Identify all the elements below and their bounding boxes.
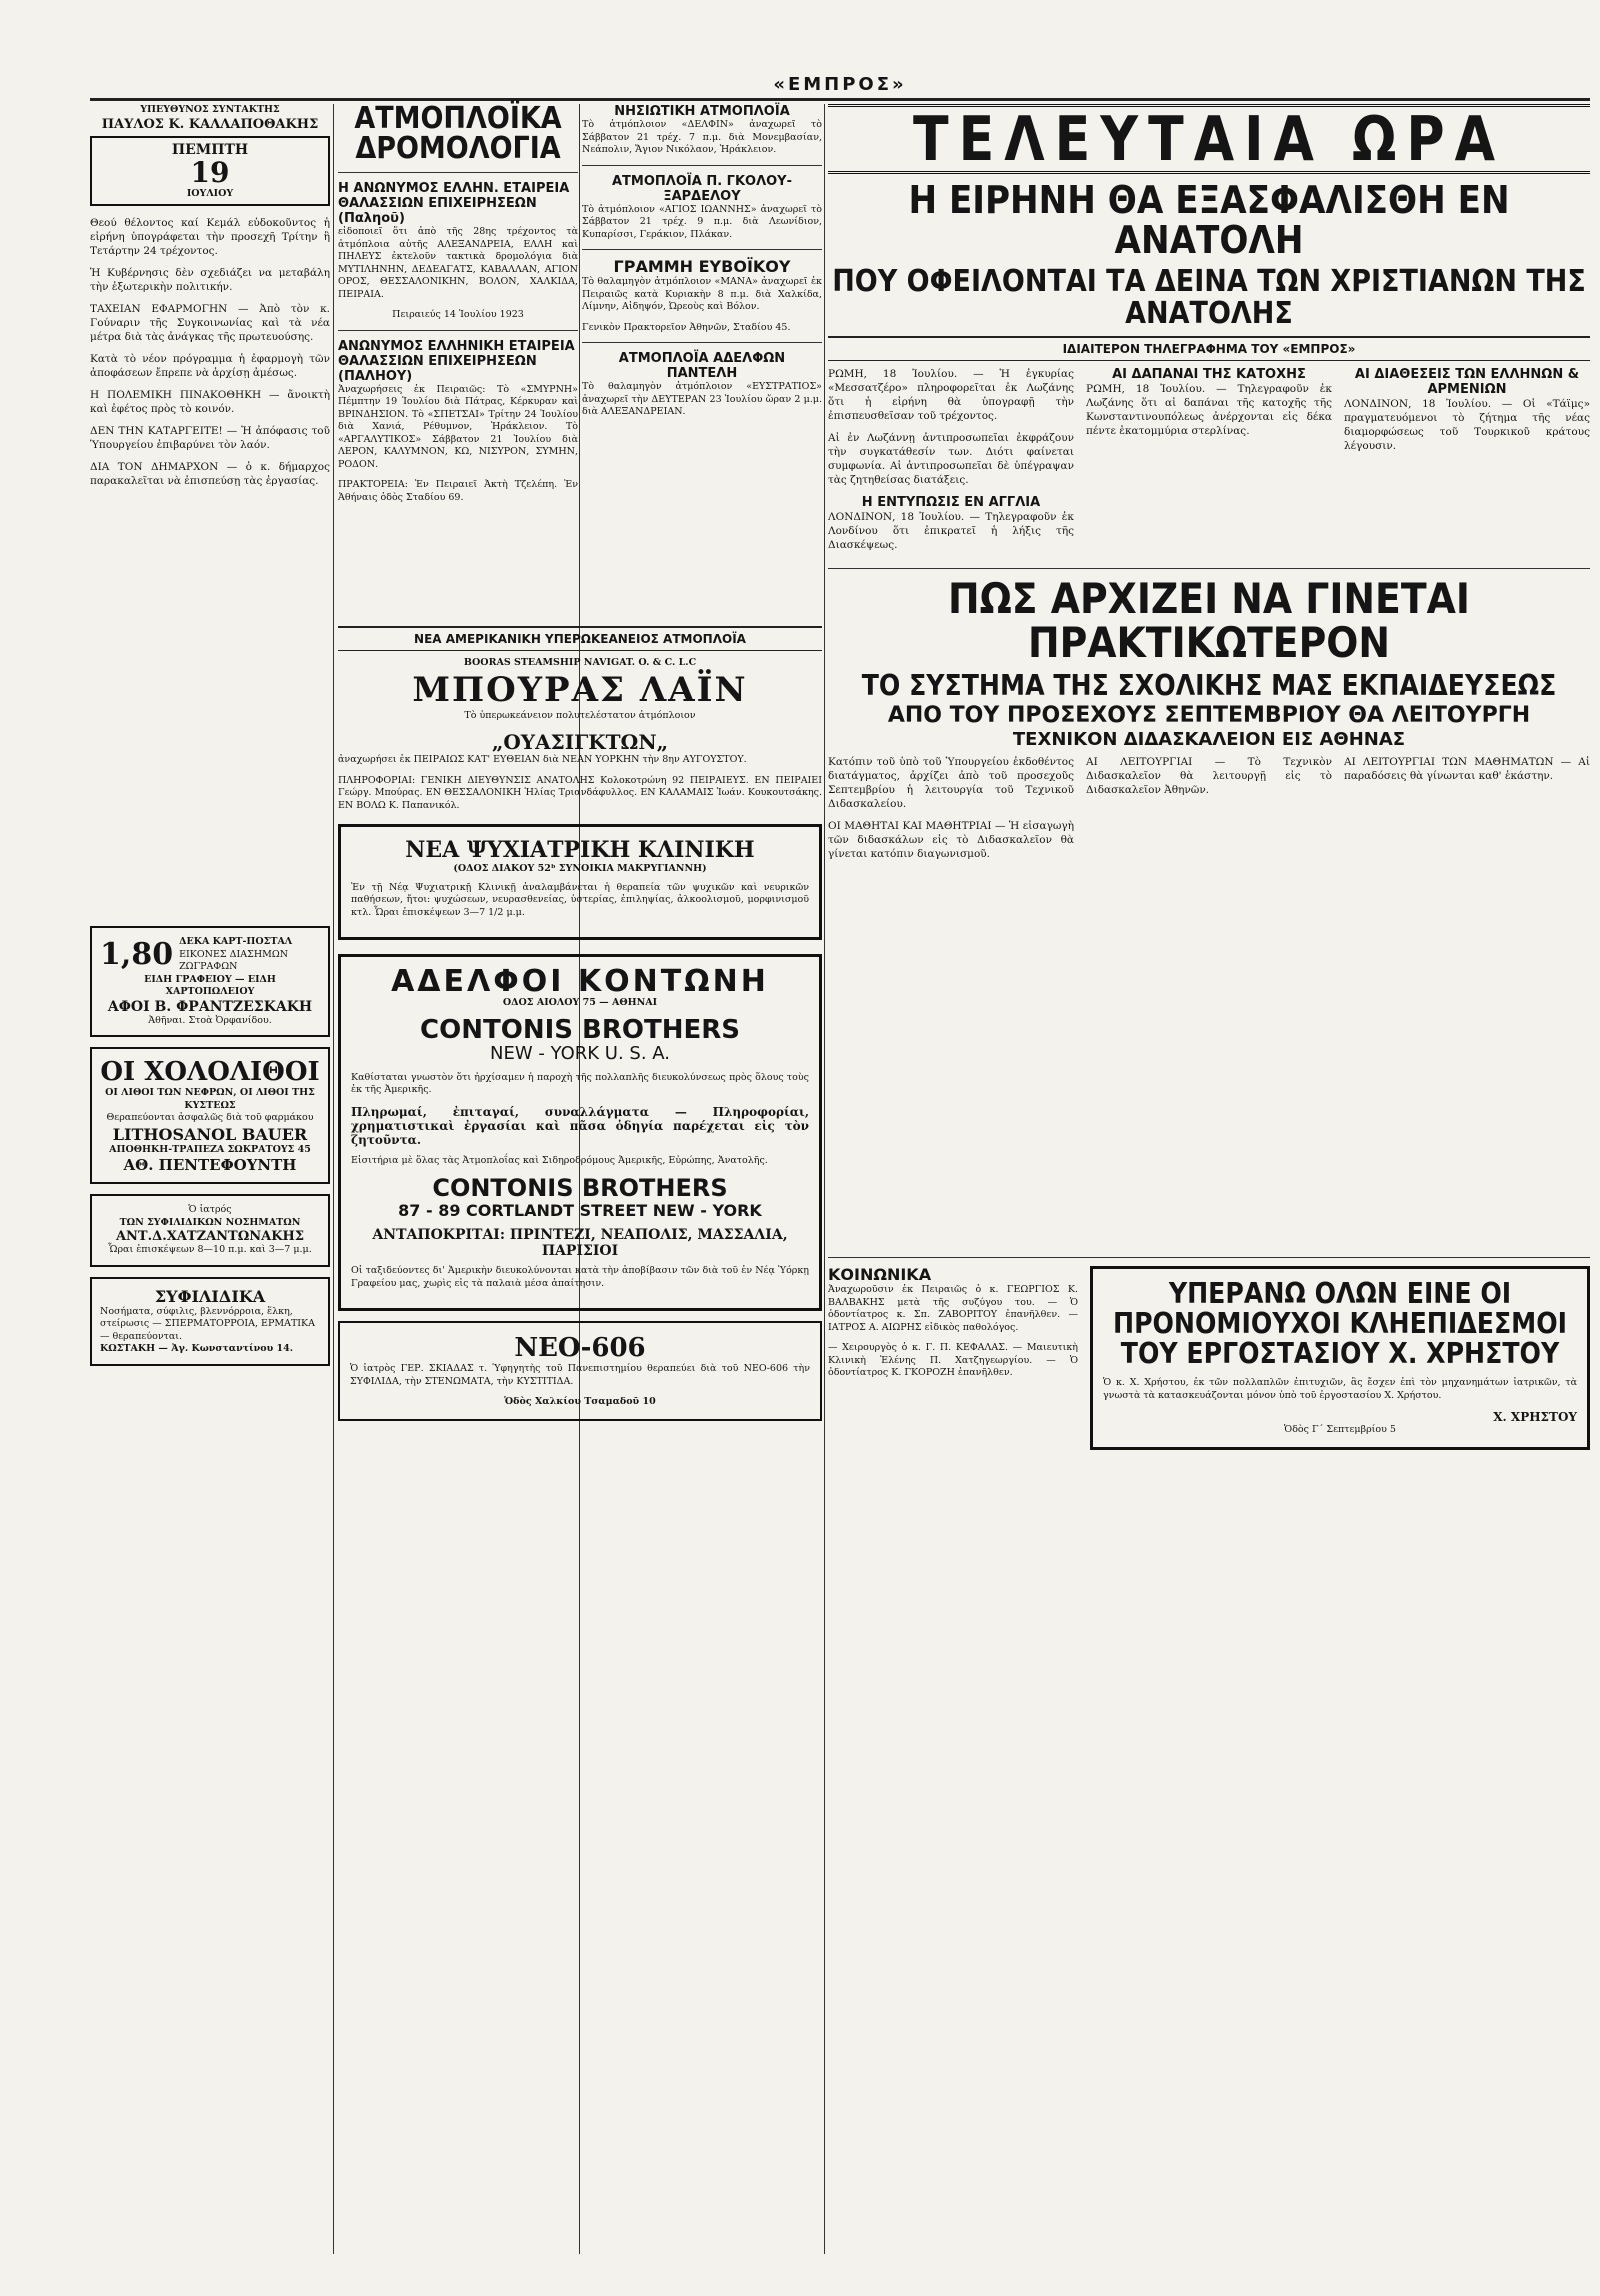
contonis-agents: ΑΝΤΑΠΟΚΡΙΤΑΙ: ΠΡΙΝΤΕΖΙ, ΝΕΑΠΟΛΙΣ, ΜΑΣΣΑΛΙΑ, ΠΑΡΙΣΙΟΙ: [372, 1227, 788, 1259]
contonis-services: Πληρωμαί, ἐπιταγαί, συναλλάγματα — Πληροφορίαι, χρηματιστικαὶ ἐργασίαι καὶ πᾶσα ὁδηγία παρέχεται εἰς τὸν ζητοῦντα.: [351, 1104, 809, 1147]
shipping-section-title: ΑΤΜΟΠΛΟΪΚΑ ΔΡΟΜΟΛΟΓΙΑ: [354, 101, 562, 166]
american-line-header: ΝΕΑ ΑΜΕΡΙΚΑΝΙΚΗ ΥΠΕΡΩΚΕΑΝΕΙΟΣ ΑΤΜΟΠΛΟΪΑ: [338, 626, 822, 651]
social-text-2: — Χειρουργὸς ὁ κ. Γ. Π. ΚΕΦΑΛΑΣ. — Μαιευτικὴ Κλινικὴ Ἐλένης Π. Χατζηγεωργίου. — Ὁ ὀδοντίατρος Κ. ΓΚΟΡΟΖΗ ἐπανῆλθεν.: [828, 1342, 1078, 1378]
neo606-address: Ὁδὸς Χαλκίου Τσαμαδοῦ 10: [504, 1396, 656, 1407]
news-columns: [828, 367, 1590, 560]
company1-date: Πειραιεύς 14 Ἰουλίου 1923: [392, 309, 524, 320]
england-impression-header: Η ΕΝΤΥΠΩΣΙΣ ΕΝ ΑΓΓΛΙΑ: [861, 495, 1041, 510]
column-rule: [333, 104, 334, 2254]
editorial-paragraph: ΔΕΝ ΤΗΝ ΚΑΤΑΡΓΕΙΤΕ! — Ἡ ἀπόφασις τοῦ Ὑπουργείου ἐπιβαρύνει τὸν λαόν.: [90, 425, 330, 451]
syphilis-ad: [90, 1277, 330, 1366]
kleidesmoi-headline-1: ΥΠΕΡΑΝΩ ΟΛΩΝ ΕΙΝΕ ΟΙ: [1168, 1277, 1512, 1310]
company2-agency: ΠΡΑΚΤΟΡΕΙΑ: Ἐν Πειραιεῖ Ἀκτὴ Τζελέπη. Ἐν Ἀθήναις ὁδὸς Σταδίου 69.: [338, 479, 578, 503]
allied-header: ΑΙ ΔΙΑΘΕΣΕΙΣ ΤΩΝ ΕΛΛΗΝΩΝ & ΑΡΜΕΝΙΩΝ: [1354, 367, 1580, 397]
postcards-address: Ἀθῆναι. Στοὰ Ὀρφανίδου.: [148, 1014, 272, 1026]
doctor-specialty: ΤΩΝ ΣΥΦΙΛΙΔΙΚΩΝ ΝΟΣΗΜΑΤΩΝ: [119, 1216, 301, 1228]
ads-block: [338, 620, 822, 1421]
contonis-city: NEW - YORK U. S. A.: [490, 1042, 670, 1064]
postcards-line2: ΕΙΚΟΝΕΣ ΔΙΑΣΗΜΩΝ ΖΩΓΡΑΦΩΝ: [179, 948, 289, 972]
gallstones-brand: LITHOSANOL BAUER: [112, 1124, 308, 1144]
kleidesmoi-signature: Χ. ΧΡΗΣΤΟΥ: [1493, 1410, 1577, 1424]
syphilis-sign: ΚΩΣΤΑΚΗ — Ἀγ. Κωνσταντίνου 14.: [100, 1343, 294, 1354]
evia-line-header: ΓΡΑΜΜΗ ΕΥΒΟΪΚΟΥ: [613, 257, 791, 276]
london-dispatch-2: ΛΟΝΔΙΝΟΝ, 18 Ἰουλίου. — Οἱ «Τάϊμς» πραγματευόμενοι τὸ ζήτημα τῆς νέας διαμορφώσεως τοῦ Τουρκικοῦ κράτους λέγουσιν.: [1344, 398, 1590, 452]
editorial-paragraph: Κατὰ τὸ νέον πρόγραμμα ἡ ἐφαρμογὴ τῶν ἀποφάσεων ἔπρεπε νὰ ἀρχίσῃ ἀμέσως.: [90, 353, 330, 379]
date-day: ΠΕΜΠΤΗ: [171, 141, 249, 158]
kleidesmoi-address: Ὁδὸς Γ΄ Σεπτεμβρίου 5: [1284, 1424, 1396, 1435]
gallstones-owner: ΑΘ. ΠΕΝΤΕΦΟΥΝΤΗ: [123, 1156, 297, 1174]
london-dispatch: ΛΟΝΔΙΝΟΝ, 18 Ἰουλίου. — Τηλεγραφοῦν ἐκ Λονδίνου ὅτι ἐπικρατεῖ ἡ λήξις τῆς Διασκέψεως.: [828, 511, 1074, 551]
gkolou-line-text: Τὸ ἀτμόπλοιον «ΑΓΙΟΣ ΙΩΑΝΝΗΣ» ἀναχωρεῖ τὸ Σάββατον 21 τρέχ. 9 π.μ. διὰ Λεωνίδιον, Κυπαρίσσι, Γεράκιον, Πλάκαν.: [582, 203, 822, 240]
contonis-note: Οἱ ταξιδεύοντες δι' Ἀμερικὴν διευκολύνονται κατὰ τὴν ἀποβίβασιν τῶν διὰ τοῦ ἐν Νέᾳ Ὑόρκῃ Γραφείου μας, χωρὶς εἰς τὰ παλαιὰ μέσα ἀπαίτησιν.: [351, 1265, 809, 1289]
column-3: [582, 104, 822, 427]
social-text: Ἀναχωροῦσιν ἐκ Πειραιῶς ὁ κ. ΓΕΩΡΓΙΟΣ Κ. ΒΑΛΒΑΚΗΣ μετὰ τῆς συζύγου του. — Ὁ ὀδοντίατρος κ. Σπ. ΖΑΒΟΡΙΤΟΥ ἐπανῆλθεν. — ΙΑΤΡΟΣ Α. ΑΙΩΡΗΣ εἰδικὸς παθολόγος.: [828, 1284, 1078, 1333]
contonis-english-address: 87 - 89 CORTLANDT STREET NEW - YORK: [398, 1201, 762, 1220]
clinic-title: ΝΕΑ ΨΥΧΙΑΤΡΙΚΗ ΚΛΙΝΙΚΗ: [405, 837, 755, 863]
gallstones-body: Θεραπεύονται ἀσφαλῶς διὰ τοῦ φαρμάκου: [106, 1112, 314, 1123]
company1-text: εἰδοποιεῖ ὅτι ἀπὸ τῆς 28ης τρέχοντος τὰ ἀτμόπλοια αὐτῆς ΑΛΕΞΑΝΔΡΕΙΑ, ΕΛΛΗ καὶ ΠΗΛΕΥΣ ἐκτελοῦν τακτικὰ δρομολόγια διὰ ΜΥΤΙΛΗΝΗΝ, ΔΕΔΕΑΓΑΤΣ, ΚΑΒΑΛΛΑΝ, ΑΓΙΟΝ ΟΡΟΣ, ΘΕΣΣΑΛΟΝΙΚΗΝ, ΒΟΛΟΝ, ΧΑΛΚΙΔΑ, ΠΕΙΡΑΙΑ.: [338, 226, 578, 300]
education-headline-3: ΑΠΟ ΤΟΥ ΠΡΟΣΕΧΟΥΣ ΣΕΠΤΕΜΒΡΙΟΥ ΘΑ ΛΕΙΤΟΥΡΓΗ: [887, 703, 1531, 728]
rome-dispatch-2: Αἱ ἐν Λωζάννῃ ἀντιπροσωπεῖαι ἐκφράζουν τὴν συγκατάθεσίν των. Διότι φαίνεται συμφωνία. Αἱ ἀντιπροσωπεῖαι δὲ ὑπέγραψαν τὰς ζητηθείσας διατάξεις.: [828, 432, 1074, 486]
kleidesmoi-ad: [1090, 1266, 1590, 1450]
ship-text: Τὸ ὑπερωκεάνειον πολυτελέστατον ἀτμόπλοιον: [464, 709, 696, 721]
column-1: [90, 104, 330, 1376]
editor-name: ΠΑΥΛΟΣ Κ. ΚΑΛΛΑΠΟΘΑΚΗΣ: [101, 116, 319, 132]
ship-info: ΠΛΗΡΟΦΟΡΙΑΙ: ΓΕΝΙΚΗ ΔΙΕΥΘΥΝΣΙΣ ΑΝΑΤΟΛΗΣ Κολοκοτρώνη 92 ΠΕΙΡΑΙΕΥΣ. ΕΝ ΠΕΙΡΑΙΕΙ Γεώργ. Μπούρας. ΕΝ ΘΕΣΣΑΛΟΝΙΚΗ Ἡλίας Τριανδάφυλλος. ΕΝ ΚΑΛΑΜΑΙΣ Ἰωάν. Κουκουτσάκης. ΕΝ ΒΟΛΩ Κ. Παπανικόλ.: [338, 774, 822, 811]
contonis-english-name-2: CONTONIS BROTHERS: [432, 1174, 728, 1202]
doctor-ad: [90, 1194, 330, 1267]
editor-title: ΥΠΕΥΘΥΝΟΣ ΣΥΝΤΑΚΤΗΣ: [140, 104, 280, 115]
contonis-tickets: Εἰσιτήρια μὲ ὅλας τὰς Ἀτμοπλοΐας καὶ Σιδηροδρόμους Ἀμερικῆς, Εὐρώπης, Ἀνατολῆς.: [351, 1154, 768, 1166]
doctor-name: ΑΝΤ.Δ.ΧΑΤΖΑΝΤΩΝΑΚΗΣ: [115, 1229, 305, 1244]
postcards-line1: ΔΕΚΑ ΚΑΡΤ-ΠΟΣΤΑΛ: [179, 936, 293, 947]
column-rule: [824, 104, 825, 2254]
gkolou-line-header: ΑΤΜΟΠΛΟΪΑ Π. ΓΚΟΛΟΥ-ΞΑΡΔΕΛΟΥ: [611, 173, 792, 204]
editorial-paragraph: Η ΠΟΛΕΜΙΚΗ ΠΙΝΑΚΟΘΗΚΗ — ἄνοικτὴ καὶ ἐφέτος πρὸς τὸ κοινόν.: [90, 389, 330, 415]
newspaper-name: «ΕΜΠΡΟΣ»: [773, 74, 907, 95]
education-paragraph: ΑΙ ΛΕΙΤΟΥΡΓΙΑΙ ΤΩΝ ΜΑΘΗΜΑΤΩΝ — Αἱ παραδόσεις θὰ γίνωνται καθ' ἑκάστην.: [1344, 756, 1590, 782]
postcards-price: 1,80: [100, 937, 174, 973]
syphilis-body: Νοσήματα, σύφιλις, βλεννόρροια, ἕλκη, στείρωσις — ΣΠΕΡΜΑΤΟΡΡΟΙΑ, ΕΡΜΑΤΙΚΑ — θεραπεύονται.: [100, 1305, 316, 1342]
education-headline-4: ΤΕΧΝΙΚΟΝ ΔΙΔΑΣΚΑΛΕΙΟΝ ΕΙΣ ΑΘΗΝΑΣ: [1012, 729, 1406, 750]
date-month: ΙΟΥΛΙΟΥ: [186, 187, 234, 199]
column-4: [828, 104, 1590, 1450]
rome-dispatch-3: ΡΩΜΗ, 18 Ἰουλίου. — Τηλεγραφοῦν ἐκ Λωζάνης ὅτι αἱ δαπάναι τῆς κατοχῆς τῆς Κωνσταντινουπόλεως ἀνέρχονται εἰς δέκα πέντε ἑκατομμύρια στερλίνας.: [1086, 383, 1332, 437]
evia-line-text: Τὸ θαλαμηγὸν ἀτμόπλοιον «ΜΑΝΑ» ἀναχωρεῖ ἐκ Πειραιῶς κατὰ Κυριακὴν 8 π.μ. διὰ Χαλκίδα, Λίμνην, Αἰδηψόν, Ὠρεοὺς καὶ Βόλον.: [582, 276, 822, 312]
neo606-ad: [338, 1321, 822, 1421]
column-2: [338, 101, 578, 512]
contonis-text: Καθίσταται γνωστὸν ὅτι ἠρχίσαμεν ἡ παροχὴ τῆς πολλαπλῆς διευκολύνσεως πρὸς ὅλους τοὺς ἐκ τῆς Ἀμερικῆς.: [351, 1071, 809, 1095]
masthead: [90, 74, 1590, 101]
pantelis-line-header: ΑΤΜΟΠΛΟΪΑ ΑΔΕΛΦΩΝ ΠΑΝΤΕΛΗ: [618, 351, 786, 381]
clinic-subtitle: (ΟΔΟΣ ΔΙΑΚΟΥ 52ᵇ ΣΥΝΟΙΚΙΑ ΜΑΚΡΥΓΙΑΝΝΗ): [453, 863, 707, 874]
company2-name: ΑΝΩΝΥΜΟΣ ΕΛΛΗΝΙΚΗ ΕΤΑΙΡΕΙΑ ΘΑΛΑΣΣΙΩΝ ΕΠΙΧΕΙΡΗΣΕΩΝ (ΠΑΛΗΟΥ): [338, 338, 575, 384]
american-line-en: BOORAS STEAMSHIP NAVIGAT. O. & C. L.C: [463, 657, 697, 668]
kleidesmoi-text: Ὁ κ. Χ. Χρήστου, ἐκ τῶν πολλαπλῶν ἐπιτυχιῶν, ἃς ἔσχεν ἐπὶ τὸν μηχανημάτων ἰατρικῶν, τὰ γνωστὰ τὰ κατασκευάζονται μόνον ὑπὸ τοῦ ἐργοστασίου Χ. Χρήστου.: [1103, 1377, 1577, 1401]
date-box: [90, 136, 330, 207]
christians-headline: ΠΟΥ ΟΦΕΙΛΟΝΤΑΙ ΤΑ ΔΕΙΝΑ ΤΩΝ ΧΡΙΣΤΙΑΝΩΝ ΤΗΣ ΑΝΑΤΟΛΗΣ: [832, 264, 1586, 331]
bottom-ads-row: [338, 1321, 822, 1421]
clinic-ad: [338, 824, 822, 940]
island-line-header: ΝΗΣΙΩΤΙΚΗ ΑΤΜΟΠΛΟΪΑ: [614, 104, 790, 119]
ship-vessel: „ΟΥΑΣΙΓΚΤΩΝ„: [491, 730, 669, 754]
last-hour-title: ΤΕΛΕΥΤΑΙΑ ΩΡΑ: [913, 102, 1505, 176]
syphilis-title: ΣΥΦΙΛΙΔΙΚΑ: [154, 1286, 266, 1306]
editorial-paragraph: ΤΑΧΕΙΑΝ ΕΦΑΡΜΟΓΗΝ — Ἀπὸ τὸν κ. Γούναριν τῆς Συγκοινωνίας καὶ τὰ νέα μέτρα διὰ τὰς ἀνάγκας τῆς πρωτευούσης.: [90, 303, 330, 343]
education-paragraph: ΑΙ ΛΕΙΤΟΥΡΓΙΑΙ — Τὸ Τεχνικὸν Διδασκαλεῖον θὰ λειτουργῇ εἰς τὸ Διδασκαλεῖον Ἀθηνῶν.: [1086, 756, 1332, 796]
contonis-greek-address: ΟΔΟΣ ΑΙΟΛΟΥ 75 — ΑΘΗΝΑΙ: [502, 997, 658, 1008]
gallstones-subtitle: ΟΙ ΛΙΘΟΙ ΤΩΝ ΝΕΦΡΩΝ, ΟΙ ΛΙΘΟΙ ΤΗΣ ΚΥΣΤΕΩΣ: [105, 1087, 315, 1111]
gallstones-pharmacy: ΑΠΟΘΗΚΗ-ΤΡΑΠΕΖΑ ΣΩΚΡΑΤΟΥΣ 45: [109, 1143, 311, 1155]
telegram-header: ΙΔΙΑΙΤΕΡΟΝ ΤΗΛΕΓΡΑΦΗΜΑ ΤΟΥ «ΕΜΠΡΟΣ»: [828, 336, 1590, 361]
peace-headline: Η ΕΙΡΗΝΗ ΘΑ ΕΞΑΣΦΑΛΙΣΘΗ ΕΝ ΑΝΑΤΟΛΗ: [908, 178, 1510, 262]
kleidesmoi-headline-3: ΤΟΥ ΕΡΓΟΣΤΑΣΙΟΥ Χ. ΧΡΗΣΤΟΥ: [1120, 1337, 1560, 1370]
education-headline-1: ΠΩΣ ΑΡΧΙΖΕΙ ΝΑ ΓΙΝΕΤΑΙ ΠΡΑΚΤΙΚΩΤΕΡΟΝ: [948, 574, 1470, 667]
postcards-line3: ΕΙΔΗ ΓΡΑΦΕΙΟΥ — ΕΙΔΗ ΧΑΡΤΟΠΩΛΕΙΟΥ: [144, 973, 276, 997]
doctor-intro: Ὁ ἰατρός: [188, 1204, 232, 1215]
neo606-title: ΝΕΟ-606: [514, 1333, 646, 1363]
bottom-section: [828, 1266, 1590, 1450]
education-columns: [828, 755, 1590, 869]
education-paragraph: Κατόπιν τοῦ ὑπὸ τοῦ Ὑπουργείου ἐκδοθέντος διατάγματος, ἀρχίζει ἀπὸ τοῦ προσεχοῦς Σεπτεμβρίου ἡ λειτουργία τοῦ Τεχνικοῦ Διδασκαλείου.: [828, 756, 1074, 810]
company2-text: Ἀναχωρήσεις ἐκ Πειραιῶς: Τὸ «ΣΜΥΡΝΗ» Πέμπτην 19 Ἰουλίου διὰ Πάτρας, Κέρκυραν καὶ ΒΡΙΝΔΗΣΙΟΝ. Τὸ «ΣΠΕΤΣΑΙ» Τρίτην 24 Ἰουλίου διὰ Χανιά, Ρέθυμνον, Ἡράκλειον. Τὸ «ΑΡΓΑΛΥΤΙΚΟΣ» Σάββατον 21 Ἰουλίου διὰ ΛΕΡΟΝ, ΚΑΛΥΜΝΟΝ, ΚΩ, ΝΙΣΥΡΟΝ, ΣΥΜΗΝ, ΡΟΔΟΝ.: [338, 383, 578, 470]
contonis-greek-name: ΑΔΕΛΦΟΙ ΚΟΝΤΩΝΗ: [391, 964, 769, 999]
company1-name: Η ΑΝΩΝΥΜΟΣ ΕΛΛΗΝ. ΕΤΑΙΡΕΙΑ ΘΑΛΑΣΣΙΩΝ ΕΠΙΧΕΙΡΗΣΕΩΝ (Παληοῦ): [338, 181, 570, 226]
editorial-paragraph: ΔΙΑ ΤΟΝ ΔΗΜΑΡΧΟΝ — ὁ κ. δήμαρχος παρακαλεῖται νὰ ἐπισπεύσῃ τὰς ἐργασίας.: [90, 461, 330, 487]
date-number: 19: [190, 155, 230, 189]
last-hour-banner: [828, 104, 1590, 174]
postcards-ad: [90, 926, 330, 1037]
editorial-paragraph: Ἡ Κυβέρνησις δὲν σχεδιάζει να μεταβάλη τὴν ἐξωτερικὴν πολιτικήν.: [90, 267, 330, 293]
clinic-text: Ἐν τῇ Νέᾳ Ψυχιατρικῇ Κλινικῇ ἀναλαμβάνεται ἡ θεραπεία τῶν ψυχικῶν καὶ νευρικῶν παθήσεων, ἤτοι: ψυχώσεων, νευρασθενείας, ὑστερίας, ἐπιληψίας, ἀλκοολισμοῦ, μορφινισμοῦ κτλ. Ὧραι ἐπισκέψεων 3—7 1/2 μ.μ.: [351, 881, 809, 918]
ship-name: ΜΠΟΥΡΑΣ ΛΑΪΝ: [412, 669, 748, 710]
social-title: ΚΟΙΝΩΝΙΚΑ: [828, 1265, 932, 1284]
kleidesmoi-headline-2: ΠΡΟΝΟΜΙΟΥΧΟΙ ΚΛΗΕΠΙΔΕΣΜΟΙ: [1112, 1307, 1568, 1340]
gallstones-title: ΟΙ ΧΟΛΟΛΙΘΟΙ: [100, 1057, 320, 1087]
contonis-english-name: CONTONIS BROTHERS: [420, 1014, 740, 1045]
rome-dispatch: ΡΩΜΗ, 18 Ἰουλίου. — Ἡ ἐγκυρίας «Μεσσατζέρο» πληροφορεῖται ἐκ Λωζάνης ὅτι ἡ εἰρήνη θὰ ὑπογραφῇ τὴν ἐπισπευσθεῖσαν τοῦ τρέχοντος.: [828, 368, 1074, 422]
education-paragraph: ΟΙ ΜΑΘΗΤΑΙ ΚΑΙ ΜΑΘΗΤΡΙΑΙ — Ἡ εἰσαγωγὴ τῶν διδασκάλων εἰς τὸ Διδασκαλεῖον θὰ γίνεται κατόπιν διαγωνισμοῦ.: [828, 820, 1074, 860]
education-headline-2: ΤΟ ΣΥΣΤΗΜΑ ΤΗΣ ΣΧΟΛΙΚΗΣ ΜΑΣ ΕΚΠΑΙΔΕΥΣΕΩΣ: [861, 669, 1557, 702]
editorial-spacer: [90, 496, 330, 916]
occupation-expenses-header: ΑΙ ΔΑΠΑΝΑΙ ΤΗΣ ΚΑΤΟΧΗΣ: [1112, 367, 1306, 382]
editorial-paragraph: Θεού θέλοντος καί Κεμάλ εὐδοκοῦντος ἡ εἰρήνη ὑπογράφεται τὴν προσεχῆ Τρίτην ἢ Τετάρτην 24 τρέχοντος.: [90, 217, 330, 257]
ship-route: ἀναχωρήσει ἐκ ΠΕΙΡΑΙΩΣ ΚΑΤ' ΕΥΘΕΙΑΝ διὰ ΝΕΑΝ ΥΟΡΚΗΝ τὴν 8ην ΑΥΓΟΥΣΤΟΥ.: [338, 754, 747, 765]
education-spacer: [828, 869, 1590, 1249]
gallstones-ad: [90, 1047, 330, 1184]
contonis-ad: [338, 954, 822, 1311]
evia-line-agent: Γενικὸν Πρακτορεῖον Ἀθηνῶν, Σταδίου 45.: [582, 321, 791, 333]
doctor-hours: Ὧραι ἐπισκέψεων 8—10 π.μ. καὶ 3—7 μ.μ.: [108, 1244, 312, 1255]
island-line-text: Τὸ ἀτμόπλοιον «ΔΕΛΦΙΝ» ἀναχωρεῖ τὸ Σάββατον 21 τρέχ. 7 π.μ. διὰ Μονεμβασίαν, Νεάπολιν, Ἄγιον Νικόλαον, Ἡράκλειον.: [582, 119, 822, 155]
neo606-text: Ὁ ἰατρὸς ΓΕΡ. ΣΚΙΑΔΑΣ τ. Ὑφηγητὴς τοῦ Πανεπιστημίου θεραπεύει διὰ τοῦ ΝΕΟ-606 τὴν ΣΥΦΙΛΙΔΑ, τὴν ΣΤΕΝΩΜΑΤΑ, τὴν ΚΥΣΤΙΤΙΔΑ.: [350, 1363, 810, 1387]
postcards-seller: ΑΦΟΙ Β. ΦΡΑΝΤΖΕΣΚΑΚΗ: [107, 998, 313, 1015]
pantelis-line-text: Τὸ θαλαμηγὸν ἀτμόπλοιον «ΕΥΣΤΡΑΤΙΟΣ» ἀναχωρεῖ τὴν ΔΕΥΤΕΡΑΝ 23 Ἰουλίου ὥραν 2 μ.μ. διὰ ΑΛΕΞΑΝΔΡΕΙΑΝ.: [582, 381, 822, 417]
